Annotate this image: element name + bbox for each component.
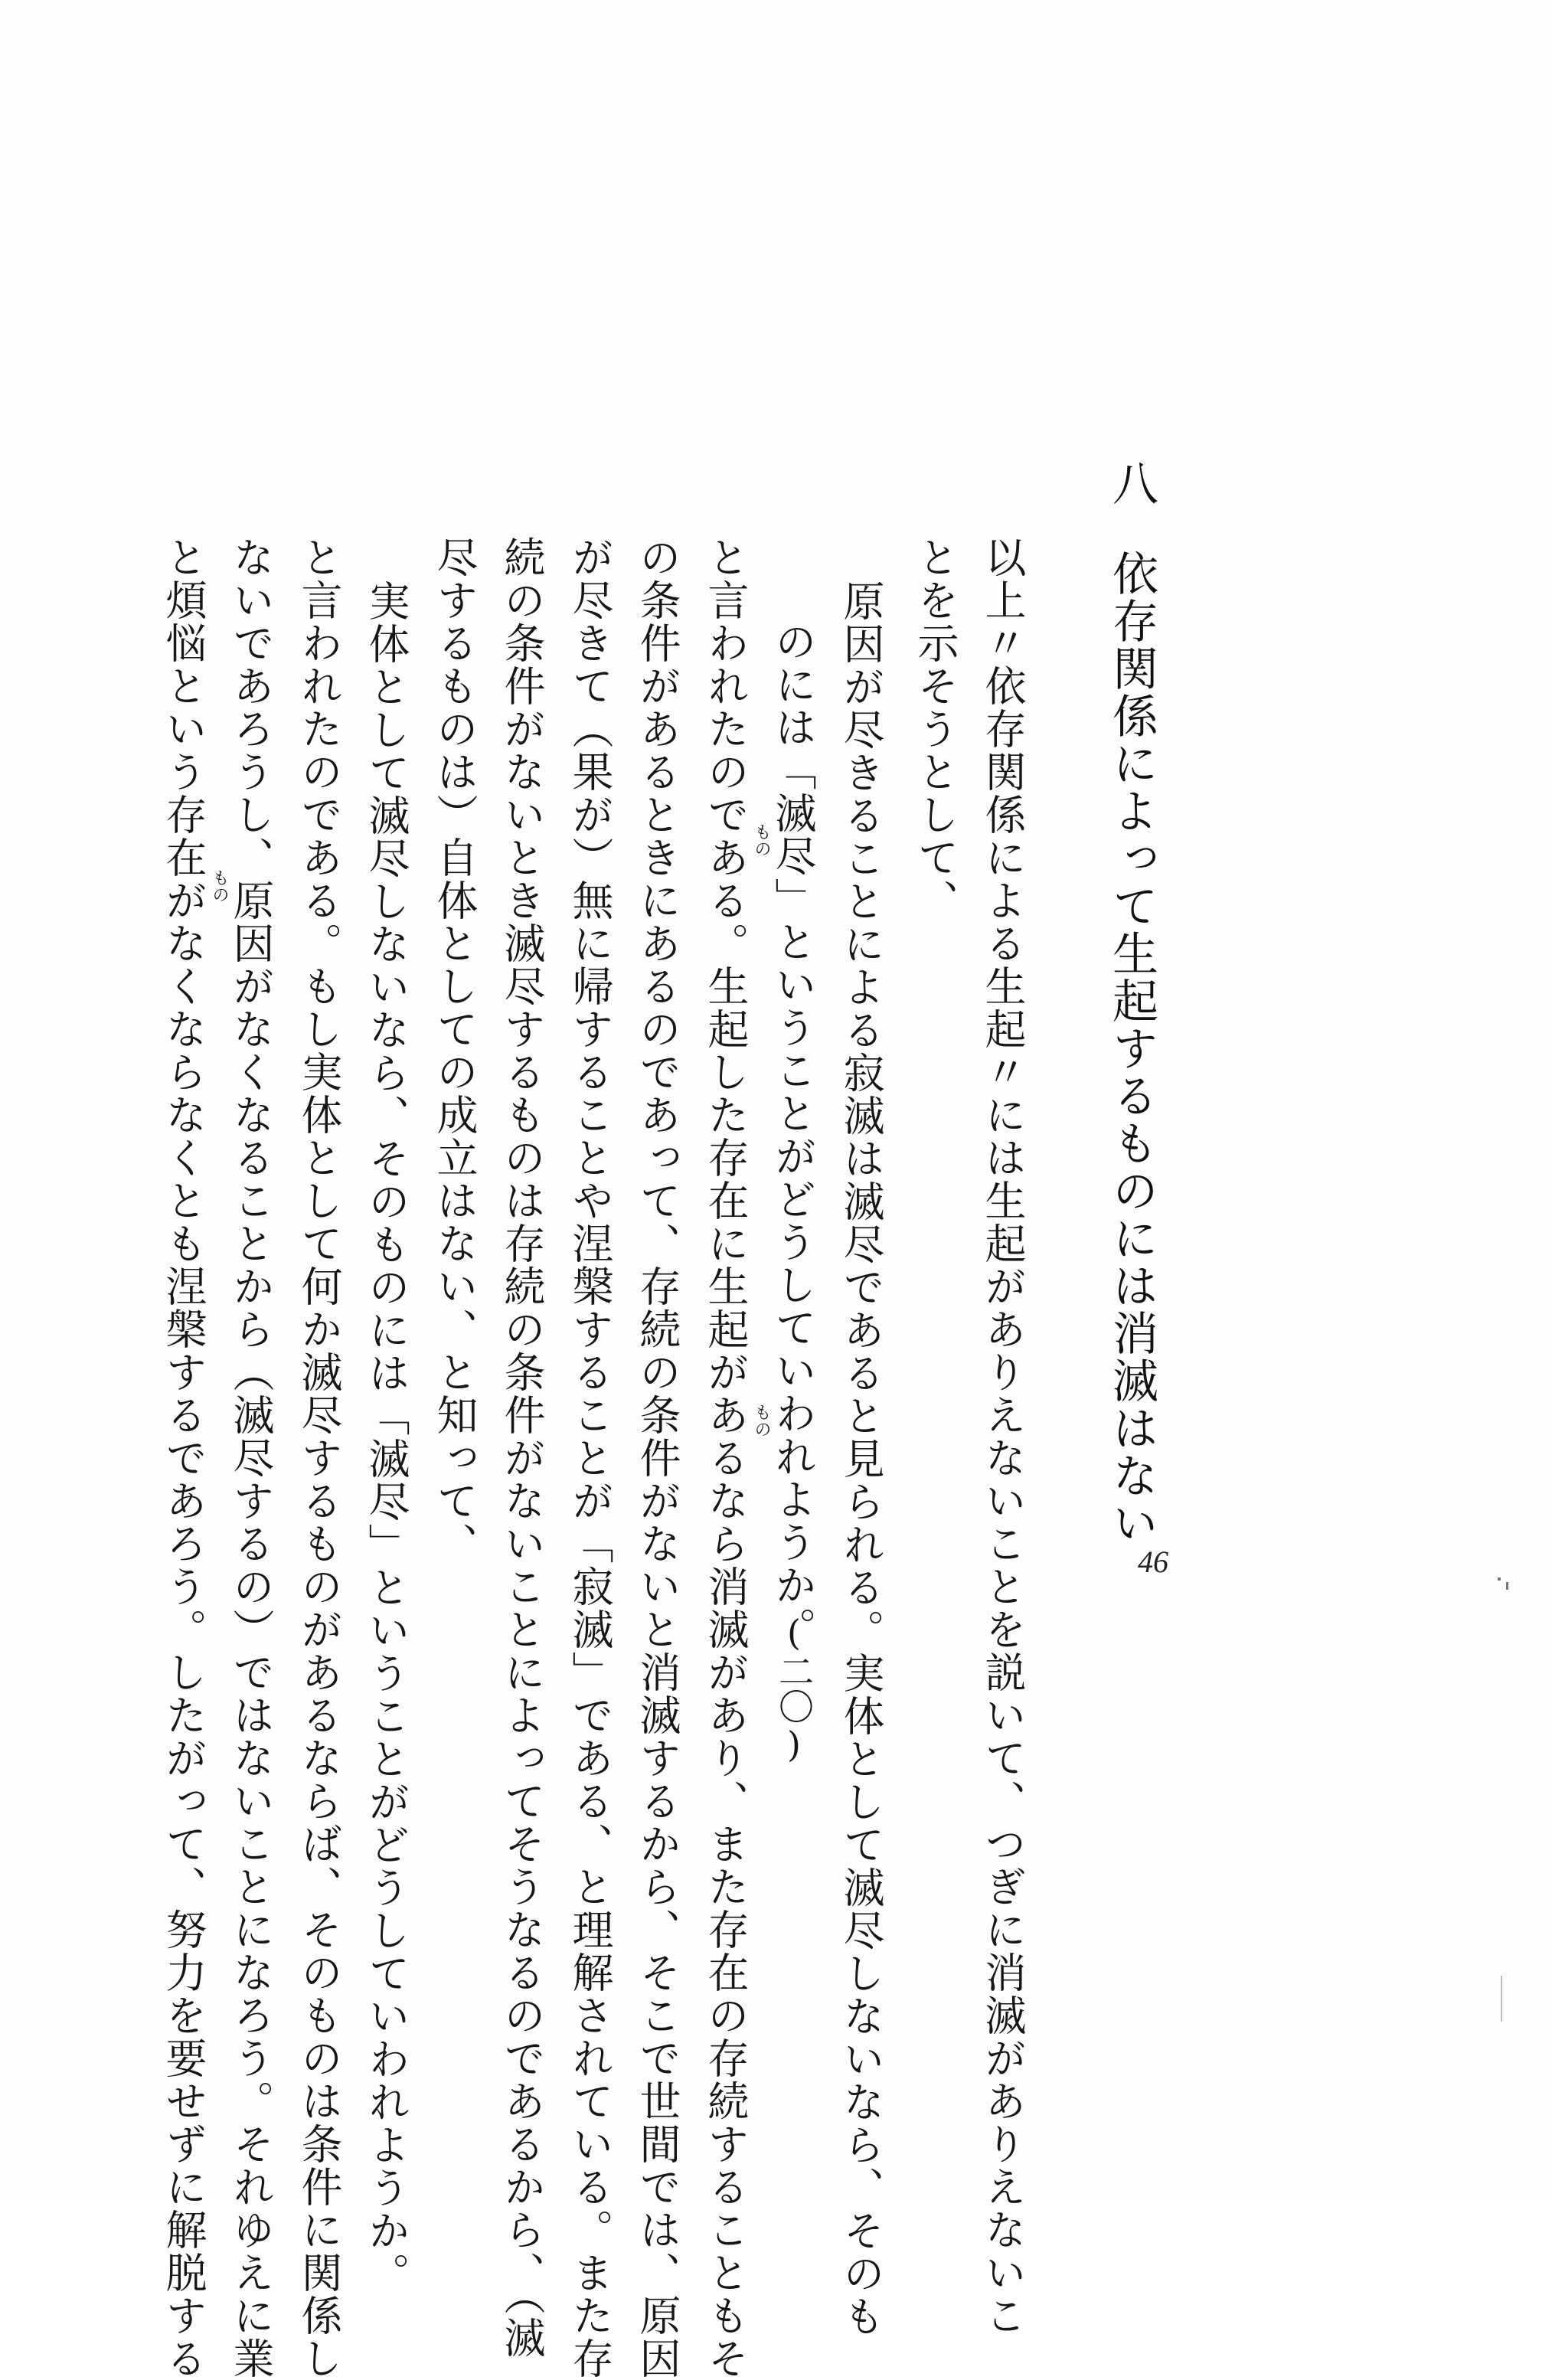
body-line-13: と煩悩という存在がなくならなくとも涅槃するであろう。したがって、努力を要せずに解脱する — [159, 536, 207, 2380]
body-line-4: のには「滅尽」ということがどうしていわれようか。 — [769, 620, 817, 1649]
scan-mark — [1501, 1976, 1502, 2022]
body-line-11: と言われたのである。もし実体として何か滅尽するものがあるならば、そのものは条件に関係し — [295, 536, 343, 2380]
body-line-6: の条件があるときにあるのであって、存続の条件がないと消滅するから、そこで世間では、原因 — [633, 536, 681, 2380]
verse-number: (二〇) — [773, 1612, 815, 1765]
body-line-3: 原因が尽きることによる寂滅は滅尽であると見られる。実体として滅尽しないなら、そのも — [837, 580, 885, 2338]
scan-mark — [1506, 1582, 1508, 1590]
body-line-2: とを示そうとして、 — [911, 536, 959, 922]
section-number: 八 — [1105, 459, 1158, 507]
body-line-1: 以上〃依存関係による生起〃には生起がありえないことを説いて、つぎに消滅がありえないこ — [979, 536, 1027, 2337]
scan-mark — [1498, 1577, 1501, 1581]
body-line-10: 実体として滅尽しないなら、そのものには「滅尽」ということがどうしていわれようか。 — [362, 580, 410, 2295]
page-number: 46 — [1138, 1545, 1168, 1579]
body-line-7: が尽きて（果が）無に帰することや涅槃することが「寂滅」である、と理解されている。また存 — [566, 536, 614, 2380]
body-line-9: 尽するものは）自体としての成立はない、と知って、 — [430, 536, 479, 1565]
section-title: 依存関係によって生起するものには消滅はない — [1105, 550, 1158, 1547]
body-line-12: ないであろうし、原因がなくなることから（滅尽するの）ではないことになろう。それゆえに業 — [227, 536, 275, 2380]
ruby-mono-1: もの — [752, 823, 771, 857]
body-line-8: 続の条件がないとき滅尽するものは存続の条件がないことによってそうなるのであるから、（滅 — [498, 536, 546, 2359]
ruby-mono-3: もの — [210, 869, 229, 903]
ruby-mono-2: もの — [752, 1404, 771, 1437]
body-line-5: と言われたのである。生起した存在に生起があるなら消滅があり、また存在の存続することもそ — [701, 536, 750, 2380]
